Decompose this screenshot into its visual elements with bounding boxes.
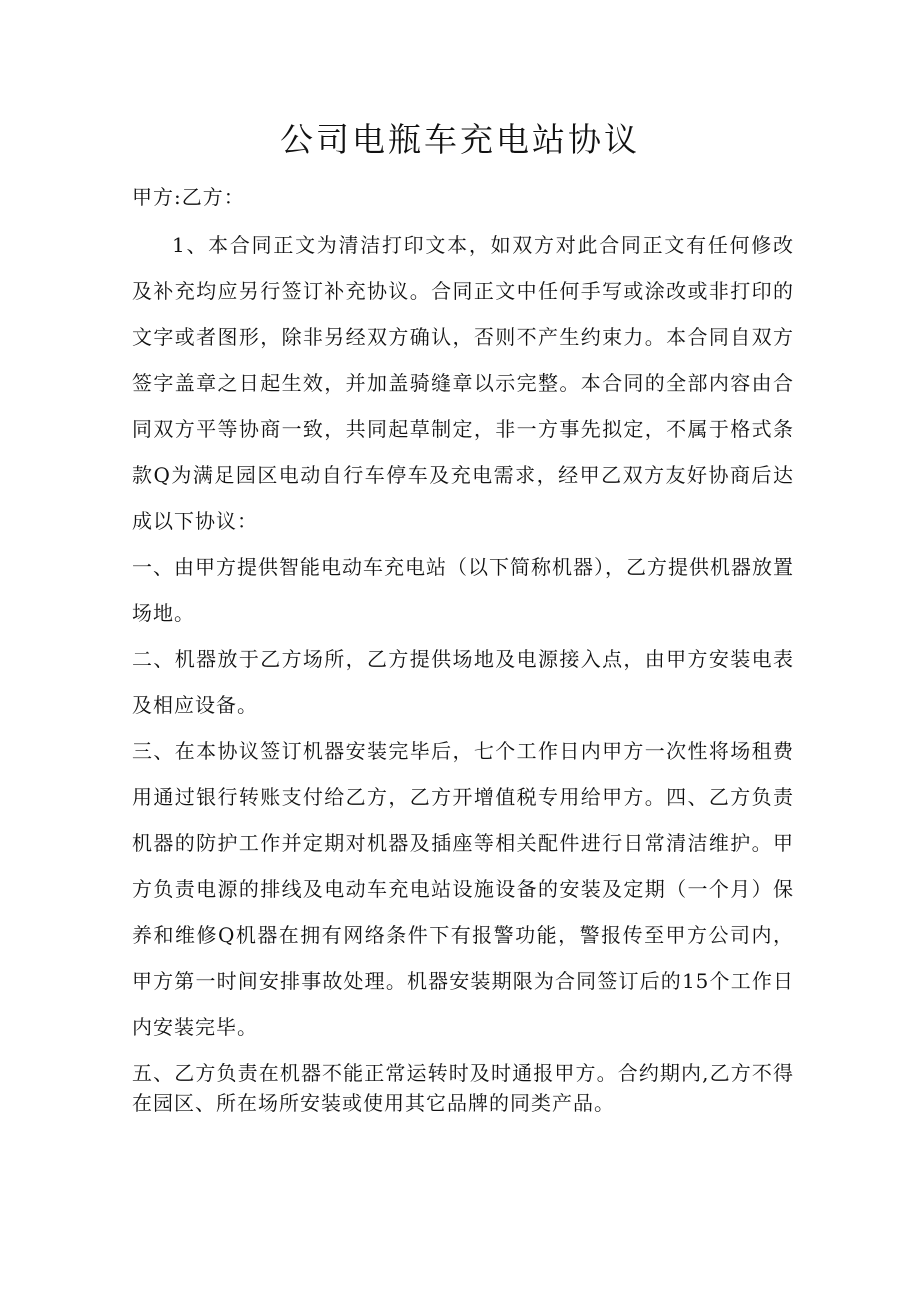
document-title: 公司电瓶车充电站协议 bbox=[280, 120, 640, 159]
document-body bbox=[132, 174, 794, 1118]
parties-line: 甲方:乙方： bbox=[132, 185, 245, 209]
clause-five: 五、乙方负责在机器不能正常运转时及时通报甲方。合约期内,乙方不得在园区、所在场所安装或使用其它品牌的同类产品。 bbox=[132, 1061, 794, 1115]
clause-1: 1、本合同正文为清洁打印文本，如双方对此合同正文有任何修改及补充均应另行签订补充协议。合同正文中任何手写或涂改或非打印的文字或者图形，除非另经双方确认，否则不产生约束力。本合同自双方签字盖章之日起生效，并加盖骑缝章以示完整。本合同的全部内容由合同双方平等协商一致，共同起草制定，非一方事先拟定，不属于格式条款Q为满足园区电动自行车停车及充电需求，经甲乙双方友好协商后达成以下协议： bbox=[132, 233, 794, 533]
clause-one: 一、由甲方提供智能电动车充电站（以下简称机器），乙方提供机器放置场地。 bbox=[132, 555, 794, 625]
clause-three-four: 三、在本协议签订机器安装完毕后，七个工作日内甲方一次性将场租费用通过银行转账支付给乙方，乙方开增值税专用给甲方。四、乙方负责机器的防护工作并定期对机器及插座等相关配件进行日常清洁维护。甲方负责电源的排线及电动车充电站设施设备的安装及定期（一个月）保养和维修Q机器在拥有网络条件下有报警功能，警报传至甲方公司内，甲方第一时间安排事故处理。机器安装期限为合同签订后的15个工作日内安装完毕。 bbox=[132, 739, 794, 1039]
clause-two: 二、机器放于乙方场所，乙方提供场地及电源接入点，由甲方安装电表及相应设备。 bbox=[132, 647, 794, 717]
